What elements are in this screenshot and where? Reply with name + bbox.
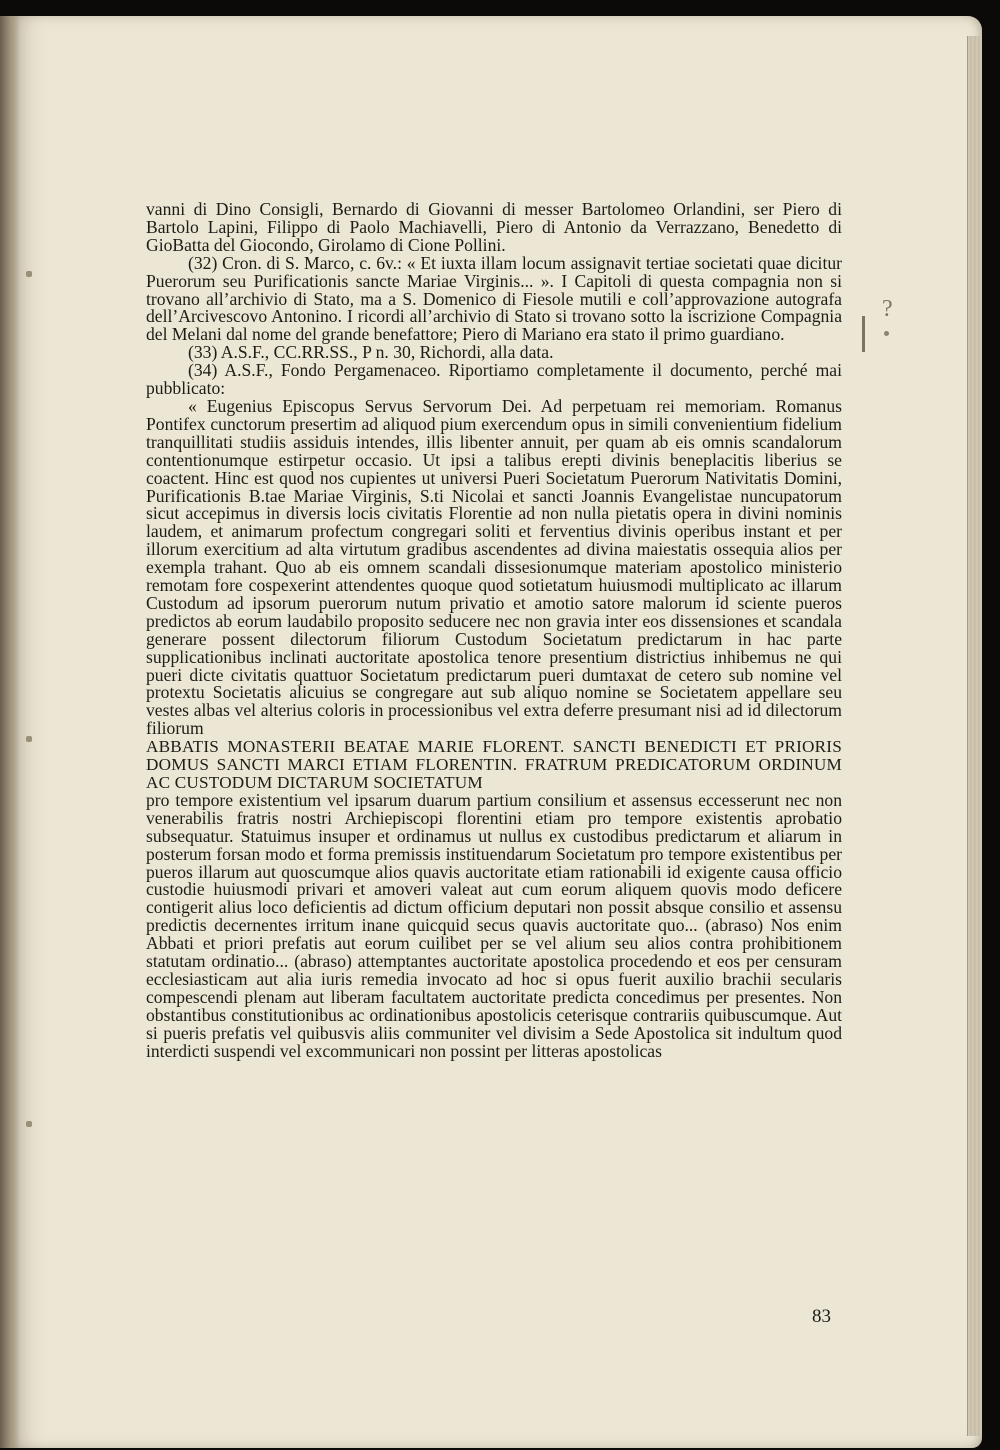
papal-document-continuation: pro tempore existentium vel ipsarum duarum partium consilium et assensus eccesserunt nec non venerabilis fratris nostri Archiepiscopi florentini etiam pro tempore existentis aprobatio subsequatur. Statuimus insuper et ordinamus ut nullus ex custodibus predictarum et aliarum in posterum forsan modo et forma premissis instituendarum Societatum pro tempore existentibus per pueros illarum aut quoscumque alios quavis auctoritate etiam rationabili id exigente causa officio custodie huiusmodi privari et amoveri valeat aut cum eorum aliquem quovis modo deficere contigerit alius loco deficientis ad dictum officium deputari non possit absque consilio et assensu predictis decernentes irritum inane quicquid secus quavis auctoritate quo... (abraso) Nos enim Abbati et priori prefatis aut eorum cuilibet per se vel alium seu alios contra prohibitionem statutam ordinatio... (abraso) attemptantes auctoritate apostolica procedendo et eos per censuram ecclesiasticam aut alia iuris remedia invocato ad hoc si opus fuerit auxilio brachii secularis compescendi plenam aut liberam facultatem auctoritate predicta concedimus per presentes. Non obstantibus constitutionibus ac ordinationibus apostolicis ceterisque contrariis quibuscumque. Aut si pueris prefatis vel quibusvis aliis communiter vel divisim a Sede Apostolica sit indultum quod interdicti suspendi vel excommunicari non possint per litteras apostolicas [146,789,842,1061]
book-page [0,16,982,1448]
main-text [146,201,842,1061]
capitals-passage: ABBATIS MONASTERII BEATAE MARIE FLORENT. SANCTI BENEDICTI ET PRIORIS DOMUS SANCTI MARCI ETIAM FLORENTIN. FRATRUM PREDICATORUM ORDINUM AC CUSTODUM DICTARUM SOCIETATUM [146,737,842,792]
margin-pencil-mark [862,316,865,352]
binding-mark [26,736,32,742]
book-gutter-shadow [0,16,20,1448]
paragraph-continuation: vanni di Dino Consigli, Bernardo di Giovanni di messer Bartolomeo Orlandini, ser Piero di Bartolo Lapini, Filippo di Paolo Machiavelli, Piero di Antonio da Verrazzano, Benedetto di GioBatta del Giocondo, Girolamo di Cione Pollini. [146,199,842,255]
page-edges [967,36,982,1436]
footnote-32: (32) Cron. di S. Marco, c. 6v.: « Et iuxta illam locum assignavit tertiae societati quae dicitur Puerorum seu Purificationis sancte Mariae Virginis... ». I Capitoli di questa compagnia non si trovano all’archivio di Stato, ma a S. Domenico di Fiesole mutili e coll’approvazione autografa dell’Arcivescovo Antonino. I ricordi all’archivio di Stato si trovano sotto la iscrizione Compagnia del Melani dal nome del grande benefattore; Piero di Mariano era stato il primo guardiano. [146,252,842,345]
footnote-33: (33) A.S.F., CC.RR.SS., P n. 30, Richordi, alla data. [188,342,554,363]
binding-mark [26,271,32,277]
page-number: 83 [812,1306,831,1327]
binding-mark [26,1121,32,1127]
papal-document-text: « Eugenius Episcopus Servus Servorum Dei. Ad perpetuam rei memoriam. Romanus Pontifex cunctorum presertim ad aliquod pium exercendum opus in simili convenientium fidelium tranquillitati studiis assiduis intendes, illis libenter annuit, per quam ab eis omnis scandalorum contentionumque estirpetur occasio. Ut ipsi a talibus erepti divinis beneplacitis liberius se coactent. Hinc est quod nos cupientes ut universi Pueri Societatum Puerorum Nativitatis Domini, Purificationis B.tae Mariae Virginis, S.ti Nicolai et sancti Joannis Evangelistae nuncupatorum sicut accepimus in diversis locis civitatis Florentie ad non nulla pietatis opera in divini nominis laudem, et animarum profectum congregari soliti et ferventius divinis operibus instant et per illorum exercitium ad alta virtutum gradibus ascendentes ad divina maiestatis ossequia alios per exempla trahant. Quo ab eis omnem scandali dissesionumque materiam apostolico ministerio remotam fore cospexerint attendentes quoque quod sotietatum huiusmodi multiplicato ac illarum Custodum ad ipsorum puerorum nutum privatio et amotio satore malorum id sciente pueros predictos ab eorum laudabilo proposito seducere nec non gravia inter eos dissensiones et scandala generare possent dilectorum filiorum Custodum Societatum predictarum in hac parte supplicationibus inclinati auctoritate apostolica tenore presentium districtius inhibemus ne qui pueri dicte civitatis quattuor Societatum predictarum pueri dumtaxat de cetero sub nomine vel protextu Societatis alicuius se congregare aut sub aliquo nomine se Societatem appellare seu vestes albas vel alterius coloris in processionibus vel extra deferre presumant nisi ad id dilectorum filiorum [146,395,842,739]
margin-question-mark: ? [882,296,893,322]
footnote-34: (34) A.S.F., Fondo Pergamenaceo. Riportiamo completamente il documento, perché mai pubblicato: [146,360,842,399]
margin-dot [884,331,889,336]
